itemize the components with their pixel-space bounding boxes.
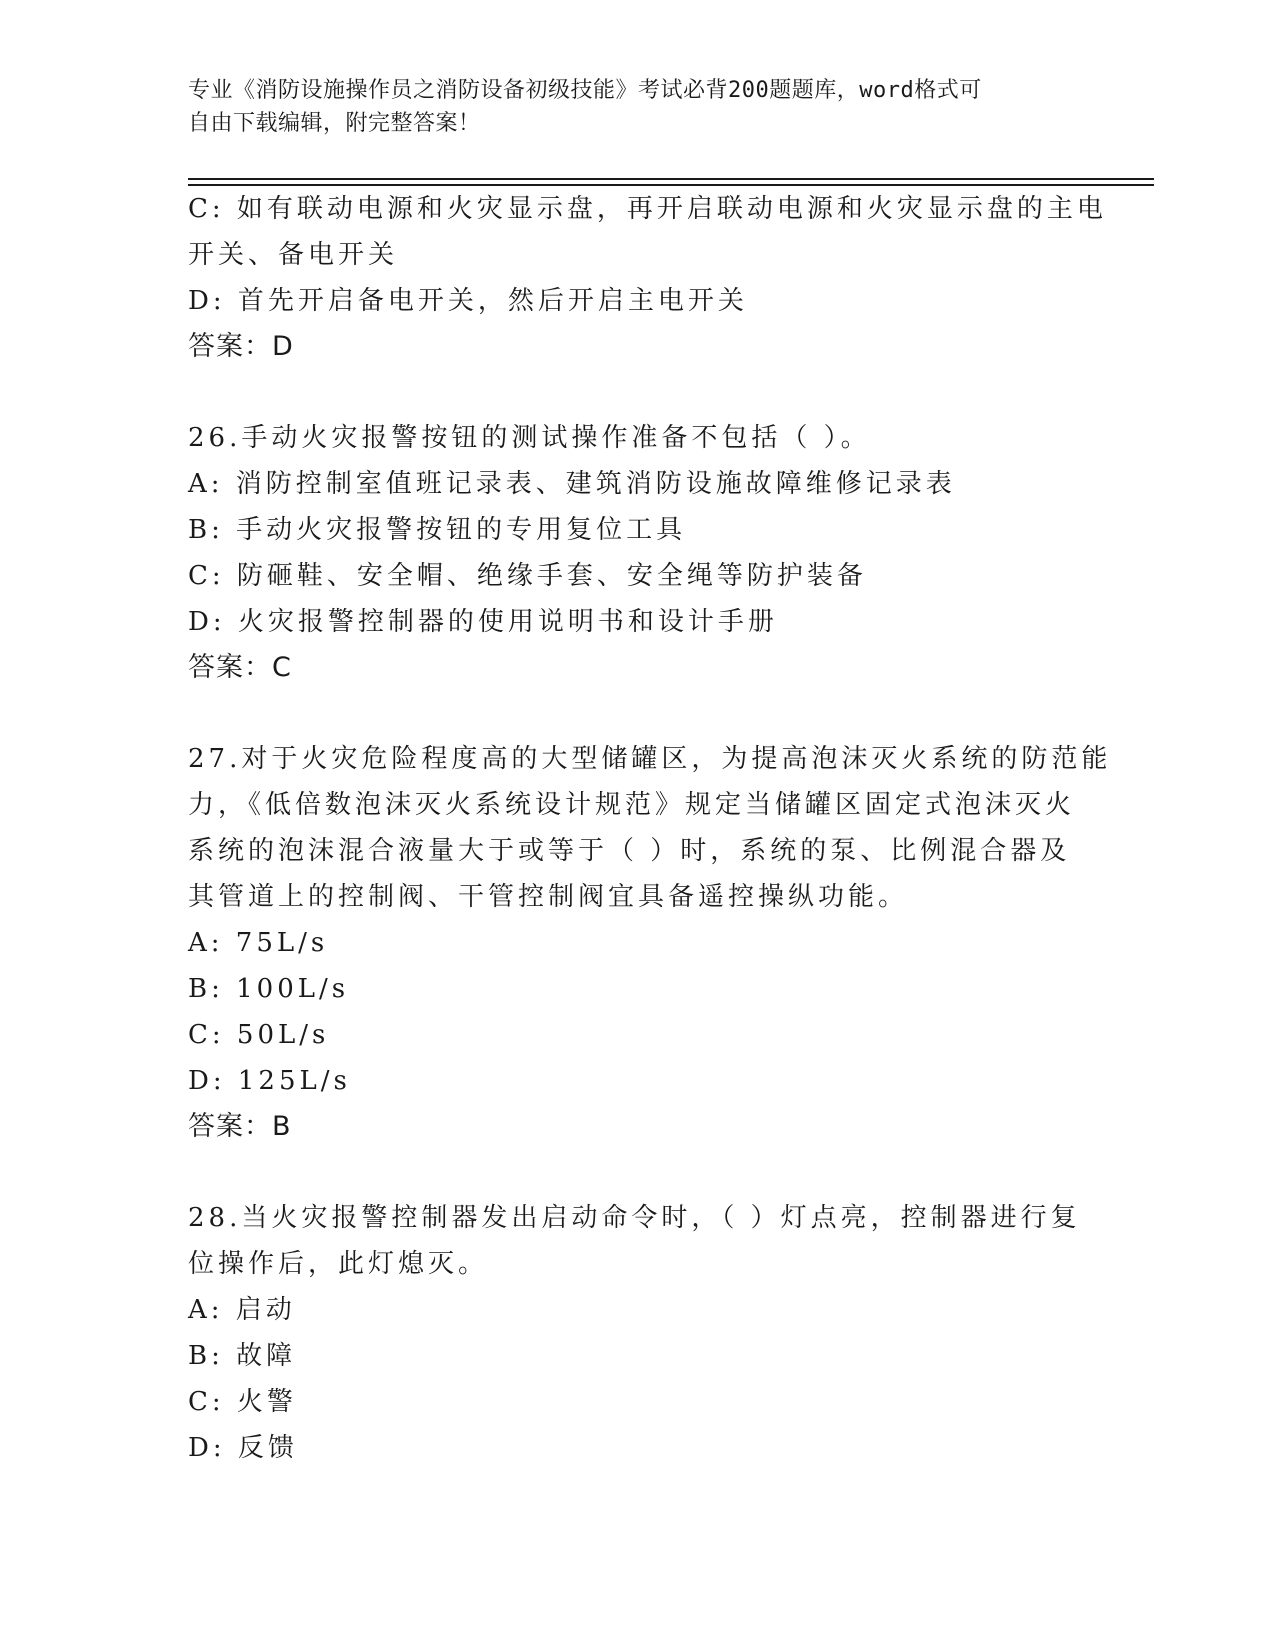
question-stem: 力，《低倍数泡沫灭火系统设计规范》规定当储罐区固定式泡沫灭火 [188, 790, 1076, 820]
option-c: C: 火警 [188, 1387, 297, 1417]
option-b: B: 故障 [188, 1341, 297, 1371]
option-c: C: 防砸鞋、安全帽、绝缘手套、安全绳等防护装备 [188, 561, 867, 591]
option-b: B: 100L/s [188, 974, 350, 1004]
option-line: C: 如有联动电源和火灾显示盘，再开启联动电源和火灾显示盘的主电 [188, 194, 1107, 224]
question-stem: 26.手动火灾报警按钮的测试操作准备不包括（ ）。 [188, 423, 871, 453]
question-stem: 28.当火灾报警控制器发出启动命令时，（ ）灯点亮，控制器进行复 [188, 1203, 1081, 1233]
question-28 [188, 1195, 1088, 1471]
option-d: D: 反馈 [188, 1433, 298, 1463]
option-a: A: 75L/s [188, 928, 329, 958]
header-line-1: 专业《消防设施操作员之消防设备初级技能》考试必背200题题库，word格式可 [188, 78, 982, 103]
question-27 [188, 736, 1112, 1150]
question-25-continued [188, 186, 1107, 370]
spacer [188, 1150, 1088, 1195]
question-stem: 位操作后，此灯熄灭。 [188, 1249, 489, 1279]
option-line: D: 首先开启备电开关，然后开启主电开关 [188, 286, 748, 316]
option-line: 开关、备电开关 [188, 240, 399, 270]
question-stem: 系统的泡沫混合液量大于或等于（ ）时，系统的泵、比例混合器及 [188, 836, 1071, 866]
question-26 [188, 415, 1088, 691]
spacer [188, 691, 1088, 736]
option-d: D: 125L/s [188, 1066, 351, 1096]
question-stem: 27.对于火灾危险程度高的大型储罐区，为提高泡沫灭火系统的防范能 [188, 744, 1112, 774]
option-a: A: 消防控制室值班记录表、建筑消防设施故障维修记录表 [188, 469, 956, 499]
option-b: B: 手动火灾报警按钮的专用复位工具 [188, 515, 687, 545]
answer-line: 答案：D [188, 331, 294, 362]
document-body [188, 186, 1112, 1471]
question-stem: 其管道上的控制阀、干管控制阀宜具备遥控操纵功能。 [188, 882, 909, 912]
spacer [188, 370, 1088, 415]
header-line-2: 自由下载编辑，附完整答案！ [188, 111, 481, 136]
answer-line: 答案：C [188, 652, 292, 683]
option-a: A: 启动 [188, 1295, 296, 1325]
answer-line: 答案：B [188, 1111, 292, 1142]
option-c: C: 50L/s [188, 1020, 330, 1050]
document-header [188, 74, 1068, 140]
option-d: D: 火灾报警控制器的使用说明书和设计手册 [188, 607, 778, 637]
header-rule-top [188, 178, 1154, 180]
